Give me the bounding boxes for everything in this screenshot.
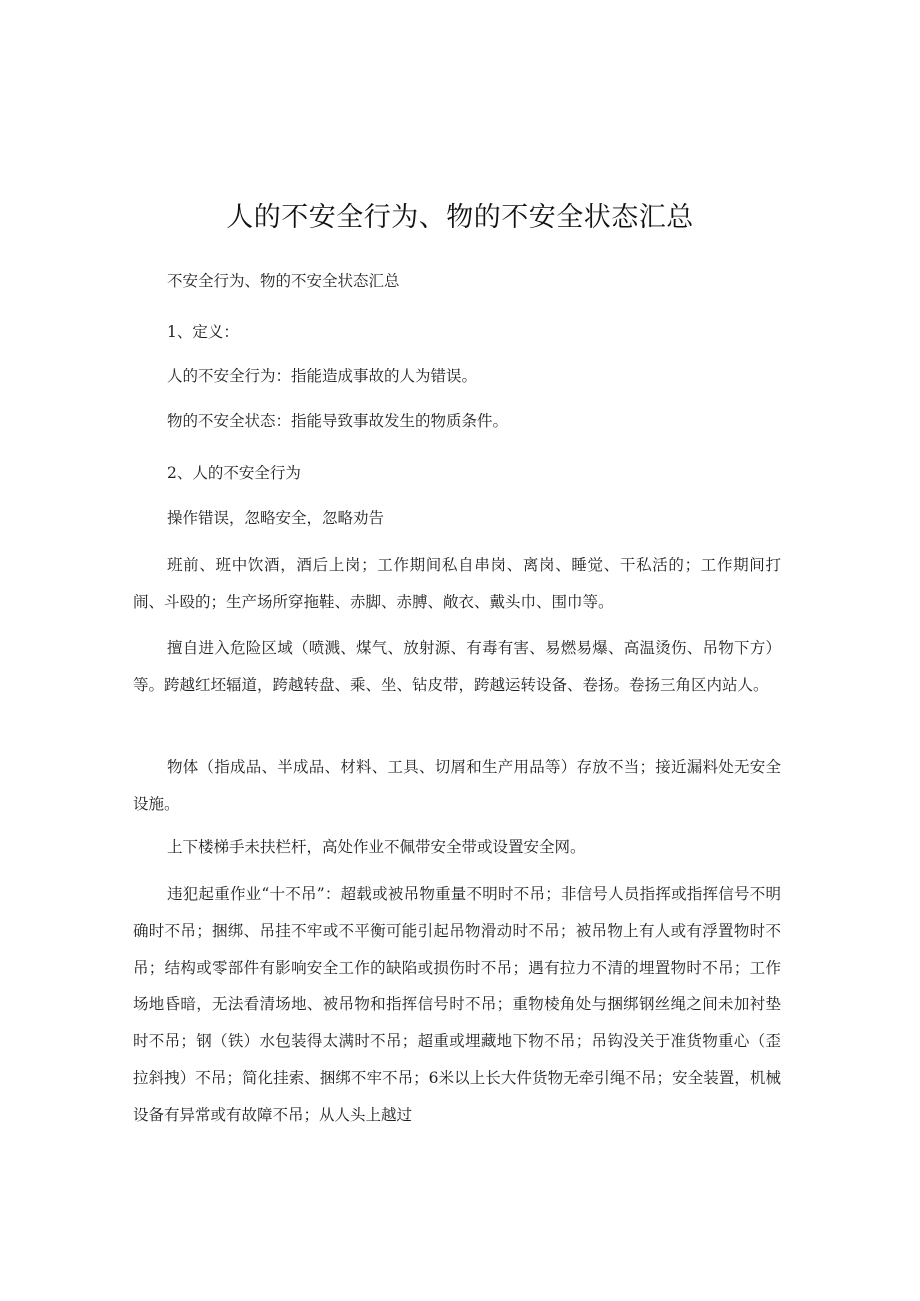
definition-unsafe-condition: 物的不安全状态：指能导致事故发生的物质条件。 [167,412,509,430]
document-subtitle: 不安全行为、物的不安全状态汇总 [167,272,400,290]
paragraph-drinking-and-attire: 班前、班中饮酒，酒后上岗；工作期间私自串岗、离岗、睡觉、干私活的；工作期间打闹、斗殴的；生产场所穿拖鞋、赤脚、赤膊、敞衣、戴头巾、围巾等。 [133,556,781,611]
paragraph-storage: 物体（指成品、半成品、材料、工具、切屑和生产用品等）存放不当；接近漏料处无安全设施。 [133,758,781,813]
section-1-heading: 1、定义： [167,323,239,341]
section-2-heading: 2、人的不安全行为 [167,464,301,482]
document-title: 人的不安全行为、物的不安全状态汇总 [226,202,694,233]
definition-unsafe-behavior: 人的不安全行为：指能造成事故的人为错误。 [167,367,478,385]
paragraph-stairs-heights: 上下楼梯手未扶栏杆，高处作业不佩带安全带或设置安全网。 [167,838,586,856]
paragraph-lifting-rules: 违犯起重作业“十不吊”：超载或被吊物重量不明时不吊；非信号人员指挥或指挥信号不明确时不吊；捆绑、吊挂不牢或不平衡可能引起吊物滑动时不吊；被吊物上有人或有浮置物时不吊；结构或零部件有影响安全工作的缺陷或损伤时不吊；遇有拉力不清的埋置物时不吊；工作场地昏暗，无法看清场地、被吊物和指挥信号时不吊；重物棱角处与捆绑钢丝绳之间未加衬垫时不吊；钢（铁）水包装得太满时不吊；超重或埋藏地下物不吊；吊钩没关于准货物重心（歪拉斜拽）不吊；简化挂索、捆绑不牢不吊；6米以上长大件货物无牵引绳不吊；安全装置，机械设备有异常或有故障不吊；从人头上越过 [133,885,781,1124]
category-heading: 操作错误，忽略安全，忽略劝告 [167,509,385,527]
paragraph-danger-zones: 擅自进入危险区域（喷溅、煤气、放射源、有毒有害、易燃易爆、高温烫伤、吊物下方）等。跨越红坯辐道，跨越转盘、乘、坐、钻皮带，跨越运转设备、卷扬。卷扬三角区内站人。 [133,639,781,694]
